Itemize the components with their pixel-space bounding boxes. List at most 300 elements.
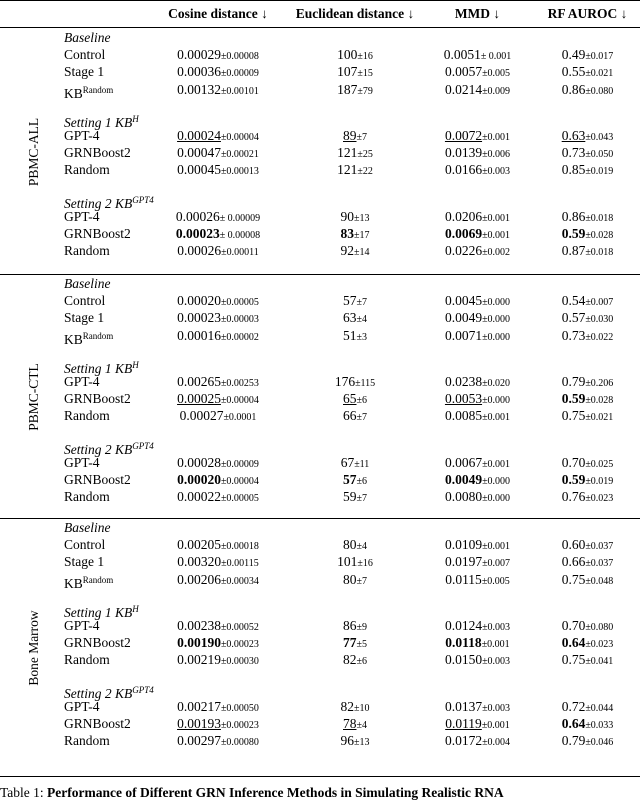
cell-mean: 0.0137 xyxy=(444,698,483,714)
cell-mean: 176 xyxy=(334,374,356,389)
row-label xyxy=(64,145,131,161)
cell-std: ±0.001 xyxy=(482,230,511,241)
cell-mean: 0.63 xyxy=(561,128,586,143)
table-cell xyxy=(540,635,635,653)
cell-std: ±0.00002 xyxy=(220,331,259,343)
cell-std: ±25 xyxy=(357,149,373,161)
cell-std: ±115 xyxy=(355,378,376,389)
row-label xyxy=(64,209,100,225)
cell-mean: 0.57 xyxy=(561,310,586,326)
row-label xyxy=(64,243,110,259)
table-cell xyxy=(158,293,278,311)
header-euclidean: Euclidean distance ↓ xyxy=(295,6,415,21)
group-name: PBMC-CTL xyxy=(26,363,41,431)
table-cell xyxy=(290,82,420,100)
row-label xyxy=(64,635,131,651)
cell-std: ±0.00021 xyxy=(220,149,259,161)
cell-mean: 0.49 xyxy=(561,47,586,63)
cell-std: ±0.000 xyxy=(482,476,511,487)
table-cell xyxy=(430,652,525,670)
table-cell xyxy=(540,226,635,244)
row-label-text: GPT-4 xyxy=(64,698,100,714)
cell-mean: 0.00025 xyxy=(177,391,221,407)
cell-mean: 0.0080 xyxy=(444,489,483,505)
table-cell xyxy=(158,489,278,507)
cell-mean: 0.00016 xyxy=(177,327,221,343)
row-label-text: GPT-4 xyxy=(64,374,100,389)
cell-mean: 0.00045 xyxy=(177,162,221,178)
row-label-text: Random xyxy=(64,243,110,259)
table-cell xyxy=(158,733,278,751)
table-cell xyxy=(540,293,635,311)
cell-std: ±0.0001 xyxy=(223,412,257,424)
row-label xyxy=(64,733,110,749)
cell-std: ±0.001 xyxy=(482,541,511,553)
section-title-text: Baseline xyxy=(64,276,111,291)
cell-std: ±0.00101 xyxy=(220,85,259,97)
cell-mean: 0.0206 xyxy=(444,208,483,224)
cell-std: ±0.001 xyxy=(482,412,511,424)
cell-std: ±7 xyxy=(356,575,367,587)
table-cell xyxy=(540,391,635,409)
cell-mean: 0.0069 xyxy=(444,226,483,241)
cell-mean: 96 xyxy=(340,733,354,749)
cell-mean: 0.70 xyxy=(561,454,586,470)
cell-std: ±0.023 xyxy=(585,493,614,505)
cell-std: ±0.037 xyxy=(585,558,614,570)
table-cell xyxy=(540,64,635,82)
table-cell xyxy=(290,209,420,227)
table-cell xyxy=(290,310,420,328)
cell-mean: 0.70 xyxy=(561,618,586,633)
cell-mean: 0.0214 xyxy=(444,81,483,97)
cell-mean: 0.66 xyxy=(561,554,586,570)
section-title-sup: H xyxy=(132,603,139,614)
table-cell xyxy=(158,128,278,146)
row-label-text: Random xyxy=(64,489,110,505)
cell-std: ±4 xyxy=(356,720,367,731)
row-label xyxy=(64,537,105,553)
row-label xyxy=(64,618,100,634)
cell-std: ±79 xyxy=(357,85,373,97)
table-cell xyxy=(540,489,635,507)
table-cell xyxy=(540,652,635,670)
bottom-rule xyxy=(0,776,640,777)
table-cell xyxy=(290,226,420,244)
cell-std: ±4 xyxy=(356,541,367,553)
table-cell xyxy=(290,408,420,426)
cell-mean: 90 xyxy=(340,208,354,224)
cell-std: ±0.00018 xyxy=(220,541,259,553)
cell-mean: 0.00026 xyxy=(177,243,222,259)
row-label xyxy=(64,572,113,592)
table-cell xyxy=(430,82,525,100)
cell-mean: 0.00238 xyxy=(177,618,221,633)
cell-mean: 0.0072 xyxy=(444,128,483,143)
table-cell xyxy=(290,328,420,346)
row-label-text: Random xyxy=(64,408,110,424)
cell-std: ± 0.00008 xyxy=(219,230,261,241)
row-label xyxy=(64,408,110,424)
row-label xyxy=(64,716,131,732)
cell-mean: 0.00027 xyxy=(179,408,224,424)
cell-std: ±4 xyxy=(356,314,367,326)
cell-mean: 89 xyxy=(343,128,357,143)
section-title-sup: GPT4 xyxy=(132,194,154,205)
row-label xyxy=(64,328,113,348)
table-cell xyxy=(540,554,635,572)
cell-std: ±0.00013 xyxy=(220,166,259,178)
cell-mean: 0.00020 xyxy=(177,293,221,309)
group-label-0 xyxy=(26,30,42,274)
cell-mean: 78 xyxy=(343,716,357,731)
cell-std: ± 0.001 xyxy=(480,51,512,63)
cell-std: ±0.041 xyxy=(585,656,614,668)
section-title xyxy=(64,520,111,536)
cell-mean: 0.00023 xyxy=(175,226,220,241)
cell-std: ±0.005 xyxy=(482,68,511,80)
table-cell xyxy=(290,243,420,261)
cell-mean: 0.86 xyxy=(561,81,586,97)
table-cell xyxy=(540,145,635,163)
row-label-text: Stage 1 xyxy=(64,64,105,80)
header-rule xyxy=(0,27,640,28)
cell-mean: 0.00219 xyxy=(177,652,221,668)
table-cell xyxy=(290,47,420,65)
row-label xyxy=(64,162,110,178)
cell-mean: 66 xyxy=(343,408,357,424)
table-cell xyxy=(158,226,278,244)
cell-mean: 0.0124 xyxy=(444,618,483,633)
cell-std: ±0.019 xyxy=(585,476,614,487)
cell-std: ±0.00023 xyxy=(220,720,259,731)
cell-mean: 101 xyxy=(337,554,358,570)
cell-mean: 0.00047 xyxy=(177,145,221,161)
table-cell xyxy=(290,472,420,490)
table-cell xyxy=(430,635,525,653)
cell-mean: 0.00023 xyxy=(177,310,221,326)
cell-std: ±0.00004 xyxy=(220,132,259,143)
cell-mean: 0.0071 xyxy=(444,327,483,343)
cell-std: ±0.037 xyxy=(585,541,614,553)
cell-mean: 0.75 xyxy=(561,408,586,424)
group-label-1 xyxy=(26,276,42,518)
cell-std: ±16 xyxy=(357,558,373,570)
cell-std: ±0.007 xyxy=(482,558,511,570)
section-title-text: Setting 1 KB xyxy=(64,114,133,130)
cell-std: ±0.003 xyxy=(482,702,511,714)
row-label xyxy=(64,455,100,471)
cell-mean: 67 xyxy=(340,454,355,470)
table-cell xyxy=(290,635,420,653)
cell-std: ±0.000 xyxy=(482,297,511,309)
row-label xyxy=(64,47,105,63)
row-label xyxy=(64,82,113,102)
row-label-sup: Random xyxy=(82,574,114,585)
table-cell xyxy=(430,328,525,346)
table-cell xyxy=(158,572,278,590)
row-label-text: GRNBoost2 xyxy=(64,716,131,731)
cell-mean: 86 xyxy=(343,618,357,633)
table-cell xyxy=(430,310,525,328)
cell-std: ±6 xyxy=(356,476,367,487)
cell-std: ±7 xyxy=(356,132,367,143)
cell-mean: 0.0226 xyxy=(444,243,483,259)
row-label-text: Stage 1 xyxy=(64,310,105,326)
cell-mean: 0.0053 xyxy=(444,391,483,407)
table-cell xyxy=(290,489,420,507)
group-rule xyxy=(0,274,640,275)
row-label xyxy=(64,391,131,407)
row-label xyxy=(64,310,104,326)
row-label-sup: Random xyxy=(82,84,114,95)
cell-mean: 0.72 xyxy=(561,698,586,714)
cell-mean: 0.73 xyxy=(561,145,586,161)
cell-std: ±0.018 xyxy=(585,247,614,259)
cell-mean: 0.00028 xyxy=(177,454,221,470)
cell-mean: 0.00265 xyxy=(177,374,221,389)
row-label xyxy=(64,699,100,715)
table-cell xyxy=(430,472,525,490)
section-title xyxy=(64,30,111,46)
cell-mean: 0.00217 xyxy=(177,698,221,714)
cell-std: ± 0.00009 xyxy=(219,212,261,224)
table-cell xyxy=(430,243,525,261)
cell-mean: 80 xyxy=(343,537,357,553)
row-label xyxy=(64,374,100,390)
row-label xyxy=(64,554,104,570)
table-cell xyxy=(158,455,278,473)
cell-mean: 0.00206 xyxy=(177,571,221,587)
row-label-text: GPT-4 xyxy=(64,454,100,470)
row-label-text: Random xyxy=(64,733,110,749)
table-cell xyxy=(158,635,278,653)
cell-std: ±0.00009 xyxy=(220,458,259,470)
cell-std: ±6 xyxy=(356,395,367,407)
cell-std: ±0.005 xyxy=(481,575,510,587)
table-cell xyxy=(158,408,278,426)
table-cell xyxy=(290,699,420,717)
table-cell xyxy=(540,209,635,227)
cell-mean: 0.0150 xyxy=(444,652,483,668)
table-cell xyxy=(158,374,278,392)
cell-std: ±0.046 xyxy=(585,737,614,749)
table-cell xyxy=(290,716,420,734)
cell-std: ±22 xyxy=(357,166,373,178)
cell-std: ±0.001 xyxy=(481,639,510,651)
table-cell xyxy=(430,716,525,734)
cell-mean: 0.0057 xyxy=(444,64,483,80)
table-cell xyxy=(430,537,525,555)
cell-std: ±0.050 xyxy=(585,149,614,161)
cell-mean: 0.00297 xyxy=(177,733,221,749)
cell-std: ±14 xyxy=(354,247,370,259)
table-cell xyxy=(158,310,278,328)
row-label xyxy=(64,472,131,488)
caption-text: Performance of Different GRN Inference Methods in Simulating Realistic RNA xyxy=(47,785,504,800)
cell-std: ±0.00253 xyxy=(220,378,259,389)
row-label xyxy=(64,64,104,80)
table-cell xyxy=(158,64,278,82)
table-cell xyxy=(430,618,525,636)
cell-std: ±0.00115 xyxy=(221,558,259,570)
cell-mean: 57 xyxy=(343,293,357,309)
cell-mean: 121 xyxy=(337,145,358,161)
cell-std: ±0.001 xyxy=(482,132,511,143)
table-cell xyxy=(430,47,525,65)
row-label xyxy=(64,226,131,242)
table-cell xyxy=(158,47,278,65)
cell-std: ±0.00005 xyxy=(220,297,259,309)
row-label-text: GRNBoost2 xyxy=(64,226,131,241)
cell-mean: 0.00036 xyxy=(177,64,221,80)
table-cell xyxy=(430,572,525,590)
cell-mean: 0.0045 xyxy=(444,293,483,309)
cell-std: ±0.021 xyxy=(585,412,614,424)
table-cell xyxy=(540,310,635,328)
cell-mean: 59 xyxy=(343,489,357,505)
cell-std: ±11 xyxy=(354,458,370,470)
table-cell xyxy=(290,572,420,590)
cell-std: ±0.00003 xyxy=(220,314,259,326)
section-title-text: Baseline xyxy=(64,30,111,45)
cell-mean: 0.0109 xyxy=(444,537,483,553)
cell-mean: 0.0067 xyxy=(444,454,483,470)
cell-mean: 0.60 xyxy=(561,537,586,553)
cell-mean: 0.0139 xyxy=(444,145,483,161)
cell-std: ±0.003 xyxy=(482,622,511,633)
cell-std: ±0.001 xyxy=(481,720,510,731)
cell-std: ±3 xyxy=(356,331,367,343)
cell-mean: 0.0085 xyxy=(444,408,483,424)
cell-mean: 0.00024 xyxy=(177,128,221,143)
cell-std: ±0.00009 xyxy=(220,68,259,80)
table-cell xyxy=(540,47,635,65)
table-cell xyxy=(158,618,278,636)
table-cell xyxy=(290,64,420,82)
row-label-text: Control xyxy=(64,47,106,63)
table-cell xyxy=(430,554,525,572)
row-label-text: GPT-4 xyxy=(64,208,100,224)
cell-std: ±0.003 xyxy=(482,166,511,178)
table-cell xyxy=(430,455,525,473)
table-cell xyxy=(158,652,278,670)
cell-std: ±0.000 xyxy=(482,395,511,407)
table-cell xyxy=(430,226,525,244)
cell-mean: 0.86 xyxy=(561,208,586,224)
cell-std: ±0.000 xyxy=(482,314,511,326)
cell-mean: 0.0051 xyxy=(443,47,481,63)
cell-std: ±0.00030 xyxy=(220,656,259,668)
cell-std: ±0.048 xyxy=(585,575,614,587)
cell-mean: 0.59 xyxy=(561,226,586,241)
row-label-text: KB xyxy=(64,575,83,591)
table-caption xyxy=(0,785,504,801)
table-cell xyxy=(430,209,525,227)
cell-std: ±0.002 xyxy=(482,247,511,259)
cell-mean: 0.0197 xyxy=(444,554,483,570)
group-rule xyxy=(0,518,640,519)
table-cell xyxy=(540,618,635,636)
row-label-text: GRNBoost2 xyxy=(64,145,131,161)
row-label-text: GPT-4 xyxy=(64,128,100,143)
table-cell xyxy=(158,243,278,261)
cell-mean: 187 xyxy=(337,81,358,97)
cell-mean: 0.0238 xyxy=(444,374,483,389)
cell-std: ±0.00004 xyxy=(220,395,259,407)
cell-std: ±0.033 xyxy=(585,720,614,731)
table-cell xyxy=(158,82,278,100)
cell-mean: 80 xyxy=(343,571,357,587)
header-mmd: MMD ↓ xyxy=(454,6,501,21)
row-label-text: Control xyxy=(64,537,106,553)
section-title xyxy=(64,276,111,292)
row-label xyxy=(64,128,100,144)
table-cell xyxy=(430,489,525,507)
cell-std: ±13 xyxy=(354,737,370,749)
cell-mean: 83 xyxy=(340,226,354,241)
table-cell xyxy=(540,455,635,473)
cell-std: ±7 xyxy=(356,493,367,505)
cell-std: ±0.044 xyxy=(585,702,614,714)
cell-std: ±0.003 xyxy=(482,656,511,668)
cell-std: ±0.001 xyxy=(482,458,511,470)
section-title-text: Setting 2 KB xyxy=(64,195,133,211)
table-cell xyxy=(540,537,635,555)
cell-std: ±0.028 xyxy=(585,230,614,241)
cell-std: ±0.00005 xyxy=(220,493,259,505)
cell-mean: 0.64 xyxy=(561,716,586,731)
cell-std: ±15 xyxy=(357,68,373,80)
cell-std: ±0.017 xyxy=(585,51,614,63)
table-cell xyxy=(540,572,635,590)
row-label xyxy=(64,652,110,668)
row-label-text: Stage 1 xyxy=(64,554,105,570)
section-title-sup: H xyxy=(132,113,139,124)
cell-std: ±0.043 xyxy=(585,132,614,143)
cell-mean: 0.00190 xyxy=(177,635,221,651)
table-cell xyxy=(158,716,278,734)
row-label-text: KB xyxy=(64,331,83,347)
table-cell xyxy=(290,618,420,636)
row-label-text: Random xyxy=(64,162,110,178)
cell-mean: 63 xyxy=(343,310,357,326)
table-cell xyxy=(430,145,525,163)
cell-std: ±0.00052 xyxy=(220,622,259,633)
cell-mean: 77 xyxy=(343,635,357,651)
group-name: PBMC-ALL xyxy=(26,117,41,187)
cell-std: ±0.021 xyxy=(585,68,614,80)
cell-mean: 0.0049 xyxy=(444,310,483,326)
cell-mean: 0.76 xyxy=(561,489,586,505)
table-cell xyxy=(290,293,420,311)
table-cell xyxy=(158,162,278,180)
cell-std: ±0.001 xyxy=(482,212,511,224)
row-label xyxy=(64,489,110,505)
cell-mean: 0.00193 xyxy=(177,716,221,731)
cell-mean: 121 xyxy=(337,162,358,178)
row-label-text: GPT-4 xyxy=(64,618,100,633)
cell-mean: 100 xyxy=(337,47,358,63)
cell-mean: 107 xyxy=(337,64,358,80)
table-cell xyxy=(158,209,278,227)
cell-std: ±0.080 xyxy=(585,622,614,633)
cell-mean: 0.59 xyxy=(561,391,586,407)
table-cell xyxy=(540,733,635,751)
table-cell xyxy=(158,554,278,572)
row-label-text: Random xyxy=(64,652,110,668)
cell-std: ±0.000 xyxy=(482,331,511,343)
